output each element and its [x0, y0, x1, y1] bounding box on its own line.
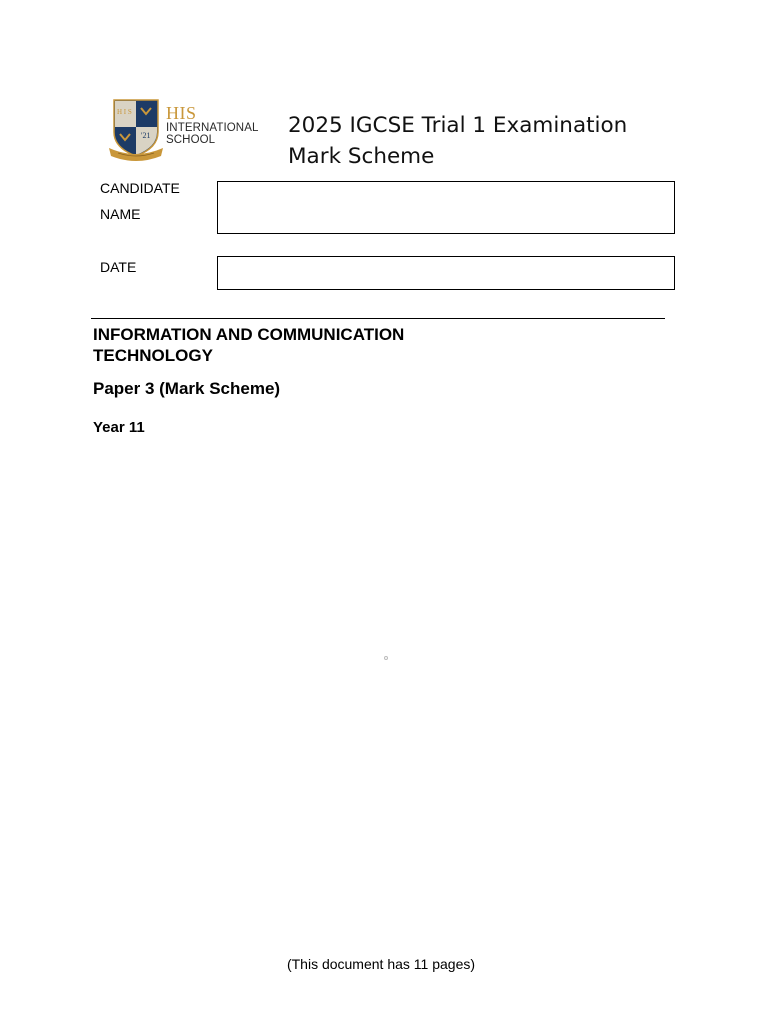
horizontal-divider: [91, 318, 665, 319]
svg-text:'21: '21: [141, 131, 151, 140]
logo-his-text: HIS: [166, 103, 197, 123]
candidate-name-field[interactable]: [217, 181, 675, 234]
date-field[interactable]: [217, 256, 675, 290]
year-label: Year 11: [93, 419, 145, 436]
page-count-note: (This document has 11 pages): [286, 956, 476, 972]
crest-icon: [108, 98, 166, 162]
title-line-1: 2025 IGCSE Trial 1 Examination: [288, 113, 628, 138]
svg-text:H I S: H I S: [117, 108, 132, 116]
document-title: [288, 110, 627, 172]
logo-line-international: INTERNATIONAL: [166, 122, 259, 134]
date-label: DATE: [100, 259, 137, 275]
title-line-2: Mark Scheme: [288, 144, 435, 169]
school-logo: [108, 98, 268, 162]
stray-mark: [384, 656, 388, 660]
subject-title: INFORMATION AND COMMUNICATION TECHNOLOGY: [93, 325, 405, 365]
logo-line-school: SCHOOL: [166, 134, 216, 146]
paper-title: Paper 3 (Mark Scheme): [93, 379, 281, 398]
candidate-name-label: CANDIDATE NAME: [100, 180, 180, 222]
